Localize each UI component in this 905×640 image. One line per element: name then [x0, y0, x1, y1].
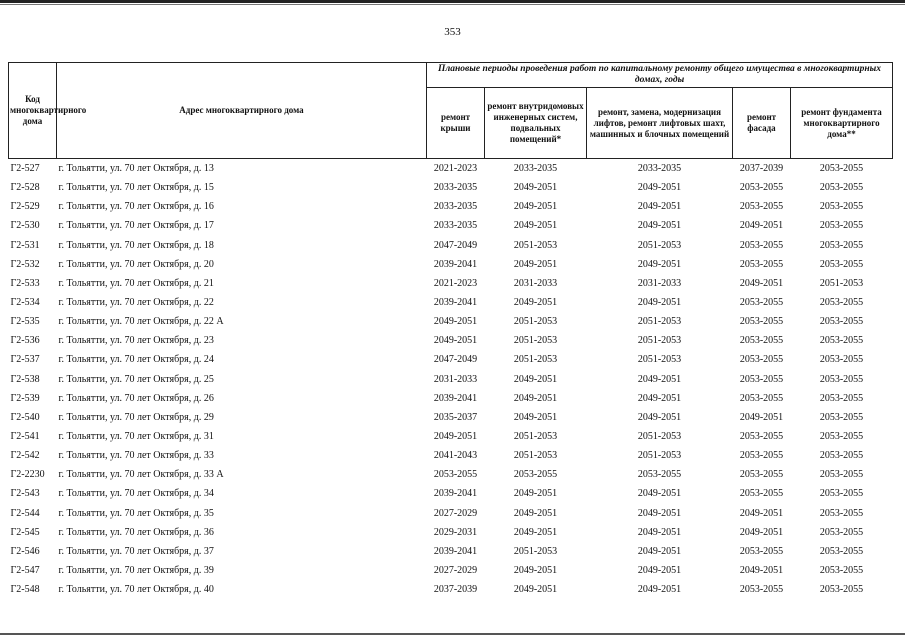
top-rule: [0, 0, 905, 3]
row-roof-period: 2021-2023: [433, 163, 478, 175]
row-elevators-period: 2049-2051: [637, 584, 682, 596]
row-address: г. Тольятти, ул. 70 лет Октября, д. 31: [58, 431, 214, 443]
row-foundation-period: 2053-2055: [819, 182, 864, 194]
row-foundation-period: 2053-2055: [819, 335, 864, 347]
row-engineering-period: 2049-2051: [513, 526, 558, 538]
row-roof-period: 2035-2037: [433, 411, 478, 423]
row-roof-period: 2033-2035: [433, 220, 478, 232]
row-facade-period: 2053-2055: [739, 545, 784, 557]
row-foundation-period: 2053-2055: [819, 411, 864, 423]
row-engineering-period: 2049-2051: [513, 584, 558, 596]
row-facade-period: 2053-2055: [739, 373, 784, 385]
row-roof-period: 2049-2051: [433, 316, 478, 328]
row-code: Г2-527: [10, 163, 40, 175]
row-engineering-period: 2051-2053: [513, 545, 558, 557]
row-code: Г2-540: [10, 411, 40, 423]
header-planned-periods: Плановые периоды проведения работ по капитальному ремонту общего имущества в многоквартирных домах, годы: [427, 63, 893, 88]
row-code: Г2-538: [10, 373, 40, 385]
row-foundation-period: 2053-2055: [819, 354, 864, 366]
table-header: [9, 63, 893, 159]
row-engineering-period: 2049-2051: [513, 392, 558, 404]
row-address: г. Тольятти, ул. 70 лет Октября, д. 33 А: [58, 469, 224, 481]
row-engineering-period: 2051-2053: [513, 431, 558, 443]
row-facade-period: 2053-2055: [739, 450, 784, 462]
top-rule-thin: [0, 4, 905, 5]
row-facade-period: 2053-2055: [739, 201, 784, 213]
table-row: [9, 370, 893, 389]
row-roof-period: 2021-2023: [433, 277, 478, 289]
row-roof-period: 2039-2041: [433, 392, 478, 404]
row-engineering-period: 2049-2051: [513, 373, 558, 385]
row-address: г. Тольятти, ул. 70 лет Октября, д. 23: [58, 335, 214, 347]
row-address: г. Тольятти, ул. 70 лет Октября, д. 24: [58, 354, 214, 366]
row-code: Г2-531: [10, 239, 40, 251]
row-engineering-period: 2049-2051: [513, 297, 558, 309]
row-foundation-period: 2053-2055: [819, 297, 864, 309]
table-row: [9, 446, 893, 465]
table-row: [9, 389, 893, 408]
row-facade-period: 2049-2051: [739, 526, 784, 538]
row-engineering-period: 2049-2051: [513, 507, 558, 519]
row-roof-period: 2039-2041: [433, 258, 478, 270]
row-foundation-period: 2053-2055: [819, 488, 864, 500]
table-row: [9, 236, 893, 255]
row-facade-period: 2053-2055: [739, 354, 784, 366]
row-facade-period: 2053-2055: [739, 469, 784, 481]
row-code: Г2-543: [10, 488, 40, 500]
capital-repair-table: [8, 62, 893, 599]
row-foundation-period: 2053-2055: [819, 220, 864, 232]
row-facade-period: 2049-2051: [739, 507, 784, 519]
row-engineering-period: 2049-2051: [513, 411, 558, 423]
row-elevators-period: 2049-2051: [637, 220, 682, 232]
row-address: г. Тольятти, ул. 70 лет Октября, д. 13: [58, 163, 214, 175]
row-elevators-period: 2049-2051: [637, 258, 682, 270]
row-code: Г2-533: [10, 277, 40, 289]
row-elevators-period: 2051-2053: [637, 316, 682, 328]
row-engineering-period: 2051-2053: [513, 354, 558, 366]
row-elevators-period: 2053-2055: [637, 469, 682, 481]
table-row: [9, 216, 893, 235]
row-elevators-period: 2051-2053: [637, 431, 682, 443]
row-code: Г2-546: [10, 545, 40, 557]
table-row: [9, 293, 893, 312]
table-row: [9, 523, 893, 542]
row-address: г. Тольятти, ул. 70 лет Октября, д. 20: [58, 258, 214, 270]
row-roof-period: 2033-2035: [433, 182, 478, 194]
row-foundation-period: 2053-2055: [819, 526, 864, 538]
row-code: Г2-536: [10, 335, 40, 347]
row-engineering-period: 2049-2051: [513, 182, 558, 194]
row-address: г. Тольятти, ул. 70 лет Октября, д. 21: [58, 277, 214, 289]
row-facade-period: 2037-2039: [739, 163, 784, 175]
page-number: 353: [444, 26, 461, 38]
row-address: г. Тольятти, ул. 70 лет Октября, д. 33: [58, 450, 214, 462]
table-row: [9, 484, 893, 503]
row-facade-period: 2053-2055: [739, 239, 784, 251]
row-facade-period: 2049-2051: [739, 411, 784, 423]
row-address: г. Тольятти, ул. 70 лет Октября, д. 18: [58, 239, 214, 251]
row-engineering-period: 2049-2051: [513, 565, 558, 577]
row-engineering-period: 2049-2051: [513, 488, 558, 500]
row-elevators-period: 2051-2053: [637, 239, 682, 251]
row-elevators-period: 2049-2051: [637, 392, 682, 404]
row-elevators-period: 2031-2033: [637, 277, 682, 289]
row-address: г. Тольятти, ул. 70 лет Октября, д. 26: [58, 392, 214, 404]
row-facade-period: 2053-2055: [739, 431, 784, 443]
row-code: Г2-537: [10, 354, 40, 366]
row-facade-period: 2053-2055: [739, 584, 784, 596]
bottom-rule: [0, 633, 905, 635]
row-code: Г2-528: [10, 182, 40, 194]
table-row: [9, 580, 893, 599]
row-roof-period: 2049-2051: [433, 431, 478, 443]
table-row: [9, 178, 893, 197]
row-address: г. Тольятти, ул. 70 лет Октября, д. 39: [58, 565, 214, 577]
header-foundation: ремонт фундамента многоквартирного дома**: [791, 88, 893, 159]
row-facade-period: 2053-2055: [739, 182, 784, 194]
row-code: Г2-547: [10, 565, 40, 577]
row-foundation-period: 2051-2053: [819, 277, 864, 289]
table-row: [9, 561, 893, 580]
row-code: Г2-532: [10, 258, 40, 270]
table-row: [9, 504, 893, 523]
row-address: г. Тольятти, ул. 70 лет Октября, д. 36: [58, 526, 214, 538]
row-elevators-period: 2049-2051: [637, 488, 682, 500]
row-foundation-period: 2053-2055: [819, 163, 864, 175]
row-address: г. Тольятти, ул. 70 лет Октября, д. 29: [58, 411, 214, 423]
row-address: г. Тольятти, ул. 70 лет Октября, д. 16: [58, 201, 214, 213]
table-row: [9, 312, 893, 331]
row-code: Г2-548: [10, 584, 40, 596]
row-facade-period: 2053-2055: [739, 335, 784, 347]
row-foundation-period: 2053-2055: [819, 469, 864, 481]
row-elevators-period: 2049-2051: [637, 565, 682, 577]
row-foundation-period: 2053-2055: [819, 373, 864, 385]
row-roof-period: 2047-2049: [433, 239, 478, 251]
row-roof-period: 2039-2041: [433, 488, 478, 500]
row-code: Г2-539: [10, 392, 40, 404]
header-code: Код многоквартирного дома: [9, 63, 57, 159]
row-address: г. Тольятти, ул. 70 лет Октября, д. 22 А: [58, 316, 224, 328]
row-elevators-period: 2049-2051: [637, 545, 682, 557]
row-engineering-period: 2051-2053: [513, 316, 558, 328]
row-facade-period: 2049-2051: [739, 220, 784, 232]
table-row: [9, 408, 893, 427]
row-facade-period: 2053-2055: [739, 392, 784, 404]
row-roof-period: 2027-2029: [433, 565, 478, 577]
row-code: Г2-545: [10, 526, 40, 538]
row-code: Г2-535: [10, 316, 40, 328]
table-row: [9, 255, 893, 274]
row-foundation-period: 2053-2055: [819, 450, 864, 462]
table-row: [9, 427, 893, 446]
row-elevators-period: 2049-2051: [637, 201, 682, 213]
row-foundation-period: 2053-2055: [819, 239, 864, 251]
row-facade-period: 2049-2051: [739, 277, 784, 289]
table-row: [9, 197, 893, 216]
row-facade-period: 2053-2055: [739, 316, 784, 328]
row-elevators-period: 2033-2035: [637, 163, 682, 175]
table-row: [9, 159, 893, 179]
row-foundation-period: 2053-2055: [819, 565, 864, 577]
row-roof-period: 2029-2031: [433, 526, 478, 538]
row-roof-period: 2033-2035: [433, 201, 478, 213]
row-foundation-period: 2053-2055: [819, 392, 864, 404]
row-facade-period: 2053-2055: [739, 297, 784, 309]
row-address: г. Тольятти, ул. 70 лет Октября, д. 34: [58, 488, 214, 500]
row-facade-period: 2053-2055: [739, 488, 784, 500]
row-foundation-period: 2053-2055: [819, 545, 864, 557]
table-row: [9, 274, 893, 293]
row-elevators-period: 2049-2051: [637, 297, 682, 309]
row-roof-period: 2049-2051: [433, 335, 478, 347]
table-row: [9, 331, 893, 350]
row-roof-period: 2039-2041: [433, 297, 478, 309]
row-foundation-period: 2053-2055: [819, 258, 864, 270]
row-engineering-period: 2051-2053: [513, 450, 558, 462]
row-roof-period: 2031-2033: [433, 373, 478, 385]
row-elevators-period: 2049-2051: [637, 507, 682, 519]
row-engineering-period: 2049-2051: [513, 201, 558, 213]
row-foundation-period: 2053-2055: [819, 507, 864, 519]
row-address: г. Тольятти, ул. 70 лет Октября, д. 22: [58, 297, 214, 309]
row-roof-period: 2041-2043: [433, 450, 478, 462]
row-roof-period: 2027-2029: [433, 507, 478, 519]
row-engineering-period: 2051-2053: [513, 239, 558, 251]
row-code: Г2-541: [10, 431, 40, 443]
header-engineering: ремонт внутридомовых инженерных систем, подвальных помещений*: [485, 88, 587, 159]
row-code: Г2-544: [10, 507, 40, 519]
row-foundation-period: 2053-2055: [819, 431, 864, 443]
row-foundation-period: 2053-2055: [819, 201, 864, 213]
row-roof-period: 2053-2055: [433, 469, 478, 481]
row-address: г. Тольятти, ул. 70 лет Октября, д. 15: [58, 182, 214, 194]
row-engineering-period: 2031-2033: [513, 277, 558, 289]
row-roof-period: 2037-2039: [433, 584, 478, 596]
row-address: г. Тольятти, ул. 70 лет Октября, д. 35: [58, 507, 214, 519]
row-address: г. Тольятти, ул. 70 лет Октября, д. 40: [58, 584, 214, 596]
row-code: Г2-530: [10, 220, 40, 232]
row-code: Г2-534: [10, 297, 40, 309]
row-address: г. Тольятти, ул. 70 лет Октября, д. 37: [58, 545, 214, 557]
row-engineering-period: 2053-2055: [513, 469, 558, 481]
header-facade: ремонт фасада: [733, 88, 791, 159]
row-code: Г2-2230: [10, 469, 45, 481]
row-address: г. Тольятти, ул. 70 лет Октября, д. 17: [58, 220, 214, 232]
row-engineering-period: 2033-2035: [513, 163, 558, 175]
row-elevators-period: 2049-2051: [637, 182, 682, 194]
row-engineering-period: 2049-2051: [513, 220, 558, 232]
table-row: [9, 465, 893, 484]
table-row: [9, 350, 893, 369]
row-elevators-period: 2051-2053: [637, 354, 682, 366]
row-elevators-period: 2049-2051: [637, 526, 682, 538]
header-elevators: ремонт, замена, модернизация лифтов, ремонт лифтовых шахт, машинных и блочных помещений: [587, 88, 733, 159]
row-foundation-period: 2053-2055: [819, 316, 864, 328]
row-engineering-period: 2049-2051: [513, 258, 558, 270]
table-body: [9, 159, 893, 600]
row-elevators-period: 2049-2051: [637, 373, 682, 385]
row-elevators-period: 2049-2051: [637, 411, 682, 423]
header-roof: ремонт крыши: [427, 88, 485, 159]
row-roof-period: 2047-2049: [433, 354, 478, 366]
header-address: Адрес многоквартирного дома: [57, 63, 427, 159]
row-facade-period: 2049-2051: [739, 565, 784, 577]
row-code: Г2-542: [10, 450, 40, 462]
row-roof-period: 2039-2041: [433, 545, 478, 557]
table-row: [9, 542, 893, 561]
row-elevators-period: 2051-2053: [637, 450, 682, 462]
row-code: Г2-529: [10, 201, 40, 213]
row-facade-period: 2053-2055: [739, 258, 784, 270]
row-engineering-period: 2051-2053: [513, 335, 558, 347]
row-foundation-period: 2053-2055: [819, 584, 864, 596]
row-address: г. Тольятти, ул. 70 лет Октября, д. 25: [58, 373, 214, 385]
row-elevators-period: 2051-2053: [637, 335, 682, 347]
